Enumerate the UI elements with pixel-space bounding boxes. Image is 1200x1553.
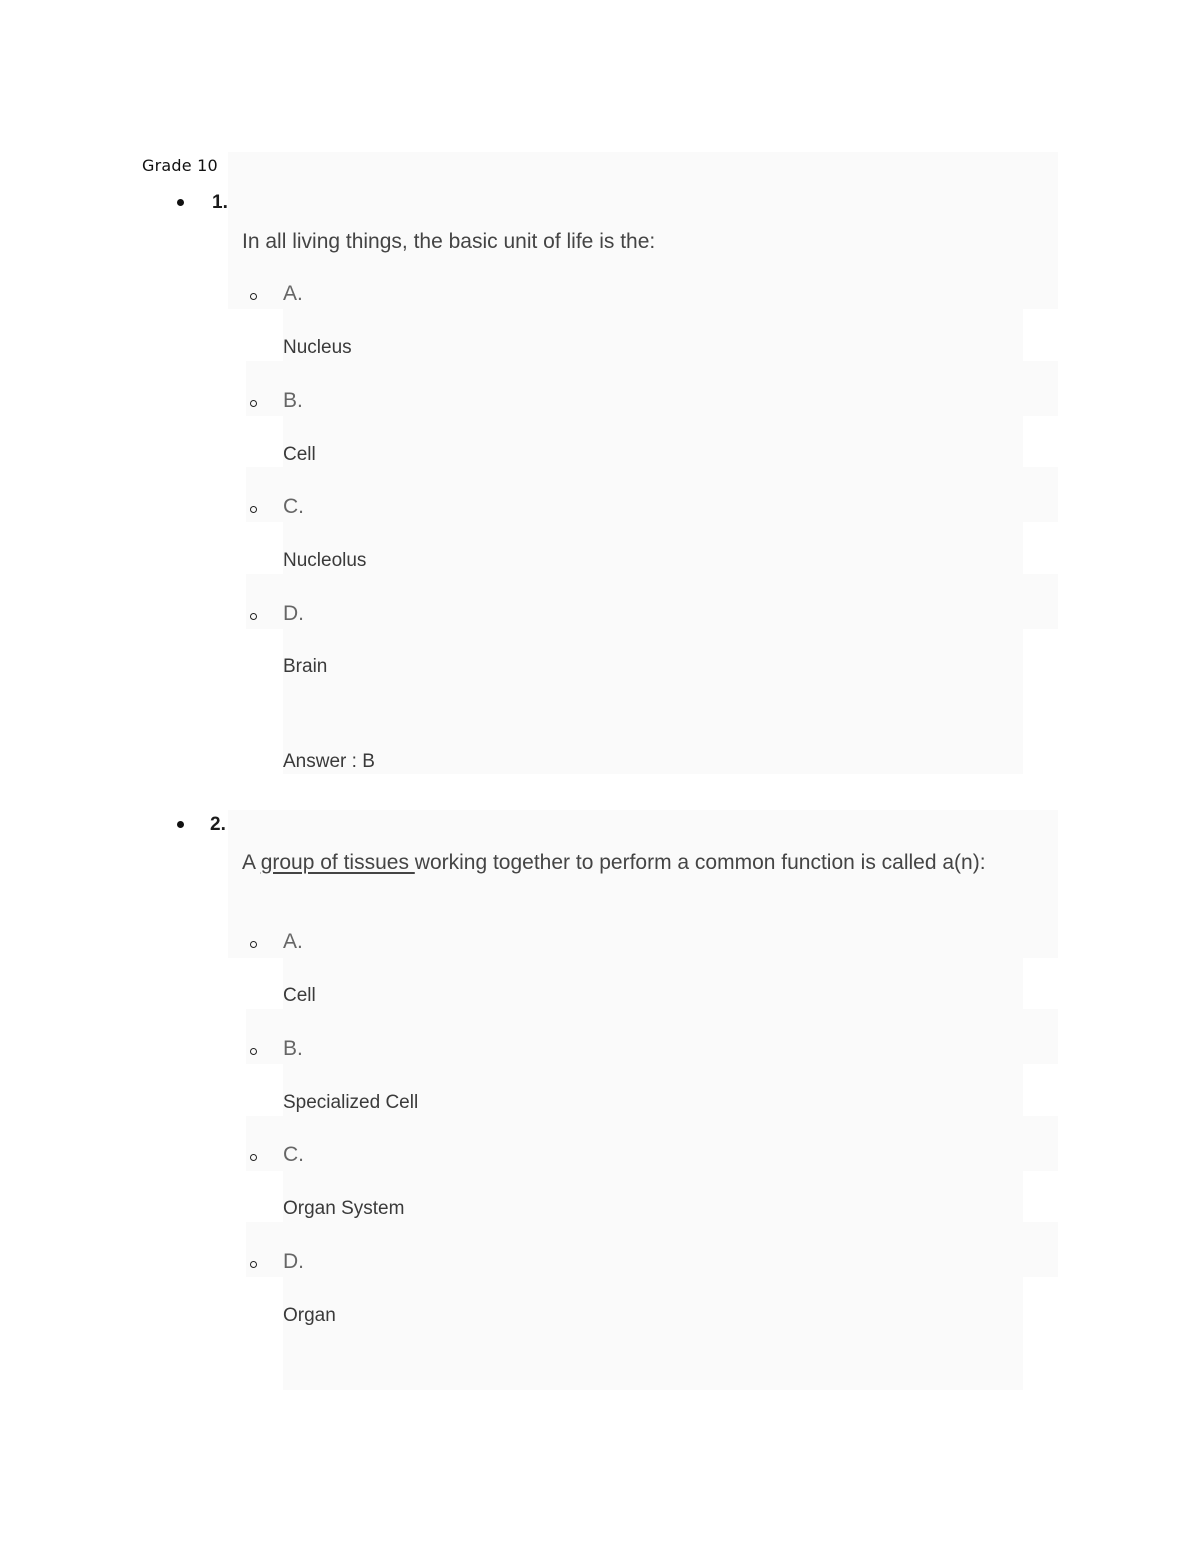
answer-text: Answer : B (283, 751, 375, 772)
question-text (242, 848, 1032, 877)
question-text (242, 227, 1032, 256)
question-text-part: In all living things, the basic unit of life is the: (242, 230, 656, 253)
question-number: 2. (210, 814, 226, 835)
circle-bullet-icon (250, 400, 257, 407)
circle-bullet-icon (250, 1048, 257, 1055)
circle-bullet-icon (250, 941, 257, 948)
option-text: Nucleus (283, 337, 352, 358)
question-text-part: A (242, 851, 261, 874)
bullet-icon (177, 821, 184, 828)
option-letter: D. (283, 1250, 304, 1273)
option-b-row-background (246, 1009, 1058, 1064)
circle-bullet-icon (250, 613, 257, 620)
option-c-row-background (246, 1116, 1058, 1171)
option-letter: C. (283, 495, 304, 518)
option-letter: A. (283, 930, 303, 953)
option-c-row-background (246, 467, 1058, 522)
option-text: Organ System (283, 1198, 405, 1219)
circle-bullet-icon (250, 1154, 257, 1161)
option-text: Cell (283, 985, 316, 1006)
option-letter: D. (283, 602, 304, 625)
option-b-row-background (246, 361, 1058, 416)
option-letter: B. (283, 1037, 303, 1060)
option-text: Specialized Cell (283, 1092, 419, 1113)
page-heading: Grade 10 (142, 156, 218, 175)
option-letter: C. (283, 1143, 304, 1166)
circle-bullet-icon (250, 1261, 257, 1268)
question-text-part: working together to perform a common function is called a(n): (414, 851, 986, 874)
option-text: Cell (283, 444, 316, 465)
option-text: Brain (283, 656, 328, 677)
option-letter: A. (283, 282, 303, 305)
option-text: Nucleolus (283, 550, 367, 571)
option-d-row-background (246, 1222, 1058, 1277)
question-number: 1. (212, 192, 228, 213)
question-2-stem-background (228, 810, 1058, 958)
circle-bullet-icon (250, 506, 257, 513)
option-letter: B. (283, 389, 303, 412)
circle-bullet-icon (250, 293, 257, 300)
bullet-icon (177, 199, 184, 206)
option-d-row-background (246, 574, 1058, 629)
option-text: Organ (283, 1305, 336, 1326)
question-text-underlined: group of tissues (260, 851, 415, 874)
